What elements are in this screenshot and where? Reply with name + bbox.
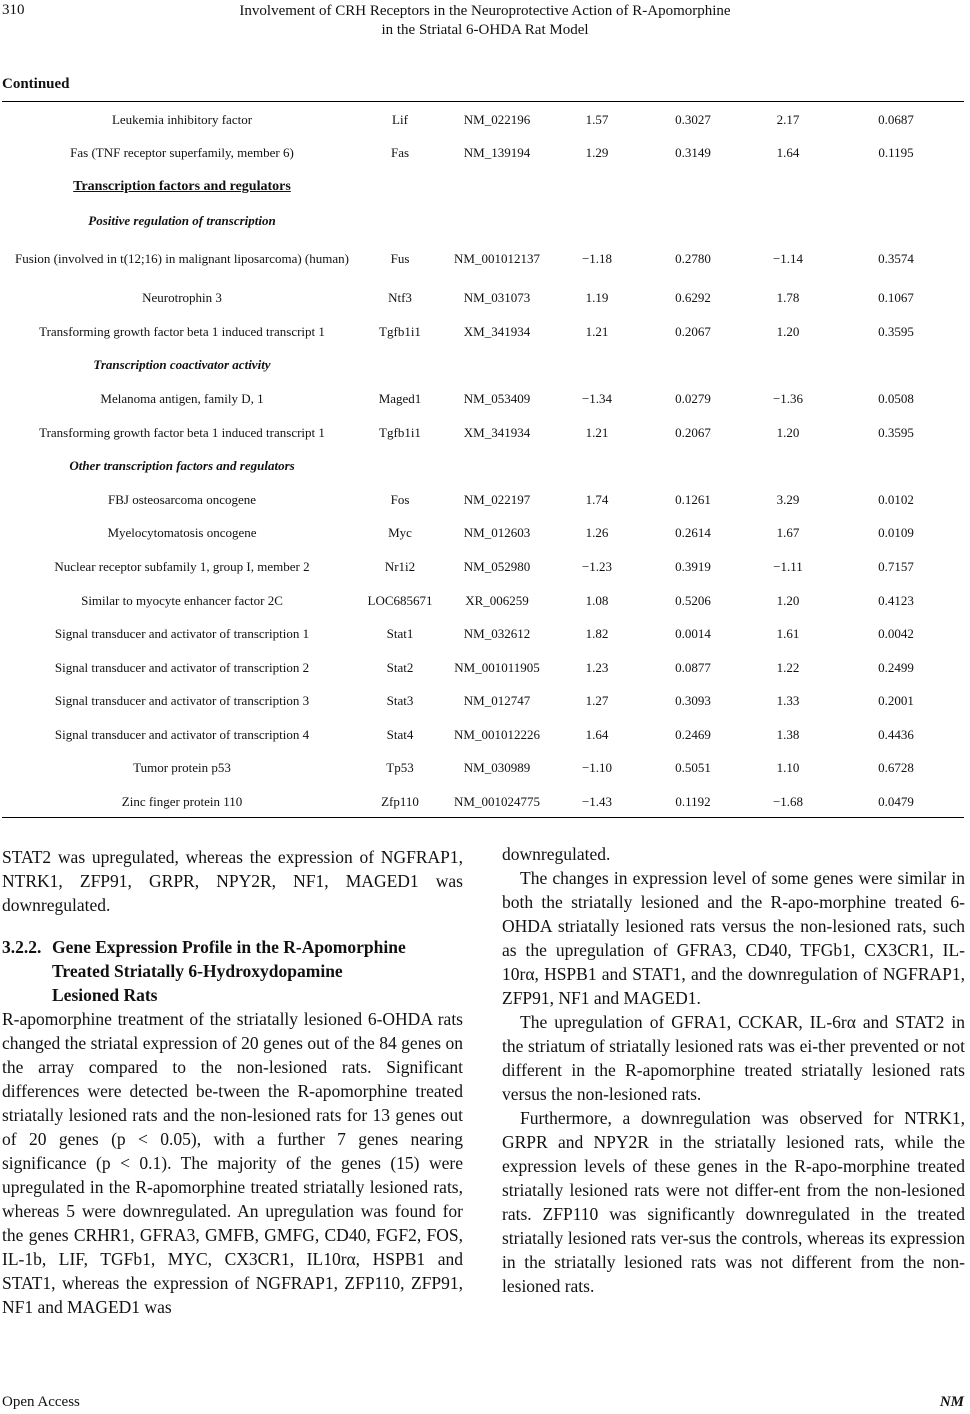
section-title-line3: Lesioned Rats bbox=[52, 985, 158, 1005]
table-cell: 0.0877 bbox=[675, 659, 711, 675]
table-cell: −1.36 bbox=[772, 390, 804, 406]
section-heading bbox=[2, 935, 463, 1007]
table-cell: −1.10 bbox=[581, 760, 613, 776]
table-cell: −1.23 bbox=[581, 558, 613, 574]
paragraph: STAT2 was upregulated, whereas the expression of NGFRAP1, NTRK1, ZFP91, GRPR, NPY2R, NF1, MAGED1 was downregulated. bbox=[2, 847, 463, 915]
paragraph: The upregulation of GFRA1, CCKAR, IL-6rα and STAT2 in the striatum of striatally lesioned rats was ei-ther prevented or not different in the R-apomorphine treated striatally lesioned rats versus the non-lesioned rats. bbox=[502, 1012, 965, 1104]
table-cell: 1.20 bbox=[776, 323, 800, 339]
empty-cell bbox=[438, 204, 556, 238]
table-cell: NM_012603 bbox=[463, 525, 531, 541]
table-cell: Tgfb1i1 bbox=[379, 323, 421, 339]
paragraph: downregulated. bbox=[502, 844, 611, 864]
table-cell: 0.0014 bbox=[675, 626, 711, 642]
table-cell: Stat2 bbox=[386, 659, 414, 675]
footer-journal-abbrev: NM bbox=[939, 1394, 964, 1410]
table-cell: Fas bbox=[390, 145, 410, 161]
table-cell: Fos bbox=[390, 491, 410, 507]
table-cell: 1.23 bbox=[585, 659, 609, 675]
paragraph: The changes in expression level of some genes were similar in both the striatally lesioned and the R-apo-morphine treated 6-OHDA striatally lesioned rats versus the non-lesioned rats, such as the upregulation of GFRA3, CD40, TFGb1, CX3CR1, IL-10rα, HSPB1 and STAT1, and the downregulation of NGFRAP1, ZFP91, NF1 and MAGED1. bbox=[502, 868, 965, 1008]
empty-cell bbox=[438, 349, 556, 383]
table-cell: 0.0508 bbox=[878, 390, 914, 406]
table-cell: 0.0687 bbox=[878, 111, 914, 127]
table-row bbox=[2, 416, 964, 450]
empty-cell bbox=[638, 170, 748, 204]
empty-cell bbox=[438, 449, 556, 483]
table-section-row bbox=[2, 170, 964, 204]
empty-cell bbox=[828, 449, 964, 483]
table-cell: 1.22 bbox=[776, 659, 800, 675]
table-cell: NM_052980 bbox=[463, 558, 531, 574]
section-title-line1: Gene Expression Profile in the R-Apomorphine bbox=[52, 937, 406, 957]
section-number: 3.2.2. bbox=[2, 937, 42, 957]
table-cell: 0.3149 bbox=[675, 145, 711, 161]
table-cell: Nr1i2 bbox=[384, 558, 416, 574]
table-row bbox=[2, 617, 964, 651]
table-cell: Maged1 bbox=[378, 390, 422, 406]
table-cell: NM_012747 bbox=[463, 693, 531, 709]
table-cell: 1.27 bbox=[585, 693, 609, 709]
table-row bbox=[2, 237, 964, 281]
table-cell: NM_032612 bbox=[463, 626, 531, 642]
table-row bbox=[2, 651, 964, 685]
paragraph: Furthermore, a downregulation was observed for NTRK1, GRPR and NPY2R in the striatally lesioned rats, while the expression levels of these genes in the R-apo-morphine treated striatally lesioned rats were not differ-ent from the non-lesioned rats. ZFP110 was significantly downregulated in the treated striatally lesioned rats ver-sus the controls, whereas its expression in the striatally lesioned rats was not different from the non-lesioned rats. bbox=[502, 1108, 965, 1296]
table-cell: XM_341934 bbox=[463, 323, 531, 339]
table-cell: Transforming growth factor beta 1 induced transcript 1 bbox=[39, 424, 325, 440]
table-cell: Tp53 bbox=[386, 760, 414, 776]
section-label: Transcription factors and regulators bbox=[73, 178, 291, 194]
table-row bbox=[2, 382, 964, 416]
table-cell: 0.2067 bbox=[675, 424, 711, 440]
table-cell: 0.2469 bbox=[675, 726, 711, 742]
table-cell: 0.5051 bbox=[675, 760, 711, 776]
gene-expression-table bbox=[2, 103, 964, 819]
table-row bbox=[2, 517, 964, 551]
empty-cell bbox=[638, 349, 748, 383]
table-cell: XR_006259 bbox=[465, 592, 529, 608]
subsection-label: Positive regulation of transcription bbox=[88, 212, 276, 228]
table-cell: 0.3574 bbox=[878, 251, 914, 267]
table-cell: 0.1192 bbox=[675, 794, 711, 810]
table-cell: Melanoma antigen, family D, 1 bbox=[100, 390, 264, 406]
table-cell: FBJ osteosarcoma oncogene bbox=[107, 491, 257, 507]
table-cell: 1.26 bbox=[585, 525, 609, 541]
table-cell: 0.2614 bbox=[675, 525, 711, 541]
table-cell: 0.0109 bbox=[878, 525, 914, 541]
table-cell: NM_001011905 bbox=[454, 659, 540, 675]
table-cell: 0.4123 bbox=[878, 592, 914, 608]
empty-cell bbox=[362, 204, 438, 238]
table-cell: 0.0042 bbox=[878, 626, 914, 642]
table-cell: 2.17 bbox=[776, 111, 800, 127]
table-cell: Fusion (involved in t(12;16) in malignant liposarcoma) (human) bbox=[15, 251, 349, 267]
empty-cell bbox=[748, 170, 828, 204]
table-row bbox=[2, 685, 964, 719]
table-cell: 0.3919 bbox=[675, 558, 711, 574]
table-cell: NM_139194 bbox=[463, 145, 531, 161]
table-cell: 1.67 bbox=[776, 525, 800, 541]
empty-cell bbox=[748, 449, 828, 483]
empty-cell bbox=[362, 170, 438, 204]
table-cell: NM_053409 bbox=[463, 390, 531, 406]
table-cell: 1.78 bbox=[776, 290, 800, 306]
table-cell: Signal transducer and activator of transcription 4 bbox=[54, 726, 310, 742]
empty-cell bbox=[828, 349, 964, 383]
table-cell: 1.64 bbox=[585, 726, 609, 742]
table-cell: Transforming growth factor beta 1 induced transcript 1 bbox=[39, 323, 325, 339]
left-text-column bbox=[2, 845, 463, 1319]
table-row bbox=[2, 315, 964, 349]
table-cell: 1.33 bbox=[776, 693, 800, 709]
table-cell: 0.1067 bbox=[878, 290, 914, 306]
empty-cell bbox=[556, 204, 638, 238]
running-title bbox=[0, 2, 970, 40]
table-cell: 0.4436 bbox=[878, 726, 914, 742]
table-row bbox=[2, 483, 964, 517]
page-number: 310 bbox=[2, 2, 25, 18]
table-cell: 1.74 bbox=[585, 491, 609, 507]
table-cell: Ntf3 bbox=[388, 290, 412, 306]
table-cell: Lif bbox=[392, 111, 408, 127]
table-top-rule bbox=[2, 101, 964, 102]
table-cell: NM_001024775 bbox=[454, 794, 540, 810]
table-cell: 0.5206 bbox=[675, 592, 711, 608]
table-cell: Nuclear receptor subfamily 1, group I, member 2 bbox=[54, 558, 310, 574]
table-cell: 1.10 bbox=[776, 760, 800, 776]
table-cell: Signal transducer and activator of transcription 3 bbox=[54, 693, 310, 709]
table-cell: 0.3093 bbox=[675, 693, 711, 709]
table-cell: 1.20 bbox=[776, 592, 800, 608]
subsection-label: Transcription coactivator activity bbox=[93, 357, 271, 373]
empty-cell bbox=[556, 170, 638, 204]
table-cell: 0.2780 bbox=[675, 251, 711, 267]
table-cell: Myelocytomatosis oncogene bbox=[107, 525, 257, 541]
table-cell: 1.29 bbox=[585, 145, 609, 161]
table-cell: 0.6728 bbox=[878, 760, 914, 776]
table-cell: Signal transducer and activator of transcription 2 bbox=[54, 659, 310, 675]
table-cell: 1.19 bbox=[585, 290, 609, 306]
table-cell: NM_031073 bbox=[463, 290, 531, 306]
table-cell: 0.2001 bbox=[878, 693, 914, 709]
running-title-line1: Involvement of CRH Receptors in the Neuroprotective Action of R-Apomorphine bbox=[239, 3, 731, 19]
table-cell: Tgfb1i1 bbox=[379, 424, 421, 440]
empty-cell bbox=[828, 170, 964, 204]
table-cell: −1.43 bbox=[581, 794, 613, 810]
table-cell: Stat4 bbox=[386, 726, 414, 742]
right-text-column bbox=[502, 842, 965, 1298]
table-cell: NM_001012137 bbox=[454, 251, 540, 267]
table-cell: Tumor protein p53 bbox=[133, 760, 231, 776]
empty-cell bbox=[828, 204, 964, 238]
table-row bbox=[2, 550, 964, 584]
table-cell: 1.08 bbox=[585, 592, 609, 608]
table-row bbox=[2, 584, 964, 618]
table-cell: 0.1195 bbox=[878, 145, 914, 161]
table-subsection-row bbox=[2, 204, 964, 238]
table-cell: 1.38 bbox=[776, 726, 800, 742]
table-cell: 1.82 bbox=[585, 626, 609, 642]
table-cell: Zfp110 bbox=[381, 794, 419, 810]
table-cell: −1.34 bbox=[581, 390, 613, 406]
table-cell: −1.18 bbox=[581, 251, 613, 267]
table-cell: NM_001012226 bbox=[454, 726, 540, 742]
empty-cell bbox=[556, 449, 638, 483]
table-row bbox=[2, 281, 964, 315]
table-cell: NM_022196 bbox=[463, 111, 531, 127]
table-cell: Similar to myocyte enhancer factor 2C bbox=[81, 592, 283, 608]
empty-cell bbox=[638, 449, 748, 483]
table-cell: 0.3027 bbox=[675, 111, 711, 127]
table-cell: Fus bbox=[390, 251, 410, 267]
table-cell: Fas (TNF receptor superfamily, member 6) bbox=[70, 145, 294, 161]
table-continued-label: Continued bbox=[2, 76, 70, 92]
table-cell: 0.3595 bbox=[878, 323, 914, 339]
empty-cell bbox=[748, 204, 828, 238]
table-cell: XM_341934 bbox=[463, 424, 531, 440]
table-cell: 0.6292 bbox=[675, 290, 711, 306]
running-title-line2: in the Striatal 6-OHDA Rat Model bbox=[381, 22, 589, 38]
table-cell: Zinc finger protein 110 bbox=[121, 794, 243, 810]
table-cell: Neurotrophin 3 bbox=[142, 290, 222, 306]
table-cell: Myc bbox=[388, 525, 412, 541]
paragraph: R-apomorphine treatment of the striatally lesioned 6-OHDA rats changed the striatal expression of 20 genes out of the 84 genes on the array compared to the non-lesioned rats. Significant differences were detected be-tween the R-apomorphine treated striatally lesioned rats and the non-lesioned rats for 13 genes out of 20 genes (p < 0.05), with a further 7 genes nearing significance (p < 0.1). The majority of the genes (15) were upregulated in the R-apomorphine treated striatally lesioned rats, whereas 5 were downregulated. An upregulation was found for the genes CRHR1, GFRA3, GMFB, GMFG, CD40, FGF2, FOS, IL-1b, LIF, TGFb1, MYC, CX3CR1, IL10rα, HSPB1 and STAT1, whereas the expression of NGFRAP1, ZFP110, ZFP91, NF1 and MAGED1 was bbox=[2, 1009, 463, 1317]
table-cell: 0.2067 bbox=[675, 323, 711, 339]
table-cell: 0.3595 bbox=[878, 424, 914, 440]
table-cell: 1.57 bbox=[585, 111, 609, 127]
table-cell: −1.11 bbox=[773, 558, 803, 574]
table-cell: 3.29 bbox=[776, 491, 800, 507]
table-cell: 0.1261 bbox=[675, 491, 711, 507]
empty-cell bbox=[362, 349, 438, 383]
table-cell: 1.21 bbox=[585, 323, 609, 339]
table-bottom-rule bbox=[2, 817, 964, 818]
table-cell: 1.61 bbox=[776, 626, 800, 642]
table-cell: 1.20 bbox=[776, 424, 800, 440]
table-subsection-row bbox=[2, 349, 964, 383]
table-row bbox=[2, 718, 964, 752]
table-row bbox=[2, 137, 964, 171]
empty-cell bbox=[362, 449, 438, 483]
table-cell: Stat3 bbox=[386, 693, 414, 709]
table-cell: LOC685671 bbox=[367, 592, 433, 608]
empty-cell bbox=[438, 170, 556, 204]
footer-open-access: Open Access bbox=[2, 1394, 80, 1410]
table-cell: 0.7157 bbox=[878, 558, 914, 574]
section-title-line2: Treated Striatally 6-Hydroxydopamine bbox=[52, 961, 343, 981]
table-cell: −1.14 bbox=[772, 251, 804, 267]
table-row bbox=[2, 752, 964, 786]
table-subsection-row bbox=[2, 449, 964, 483]
table-cell: NM_030989 bbox=[463, 760, 531, 776]
table-row bbox=[2, 103, 964, 137]
table-cell: 0.0479 bbox=[878, 794, 914, 810]
subsection-label: Other transcription factors and regulators bbox=[69, 458, 295, 474]
table-row bbox=[2, 785, 964, 819]
empty-cell bbox=[556, 349, 638, 383]
empty-cell bbox=[748, 349, 828, 383]
table-cell: NM_022197 bbox=[463, 491, 531, 507]
empty-cell bbox=[638, 204, 748, 238]
table-cell: 0.0279 bbox=[675, 390, 711, 406]
table-cell: 0.2499 bbox=[878, 659, 914, 675]
table-cell: 0.0102 bbox=[878, 491, 914, 507]
table-cell: 1.64 bbox=[776, 145, 800, 161]
table-cell: Signal transducer and activator of transcription 1 bbox=[54, 626, 310, 642]
table-cell: Leukemia inhibitory factor bbox=[111, 111, 253, 127]
table-cell: Stat1 bbox=[386, 626, 414, 642]
table-cell: 1.21 bbox=[585, 424, 609, 440]
table-cell: −1.68 bbox=[772, 794, 804, 810]
